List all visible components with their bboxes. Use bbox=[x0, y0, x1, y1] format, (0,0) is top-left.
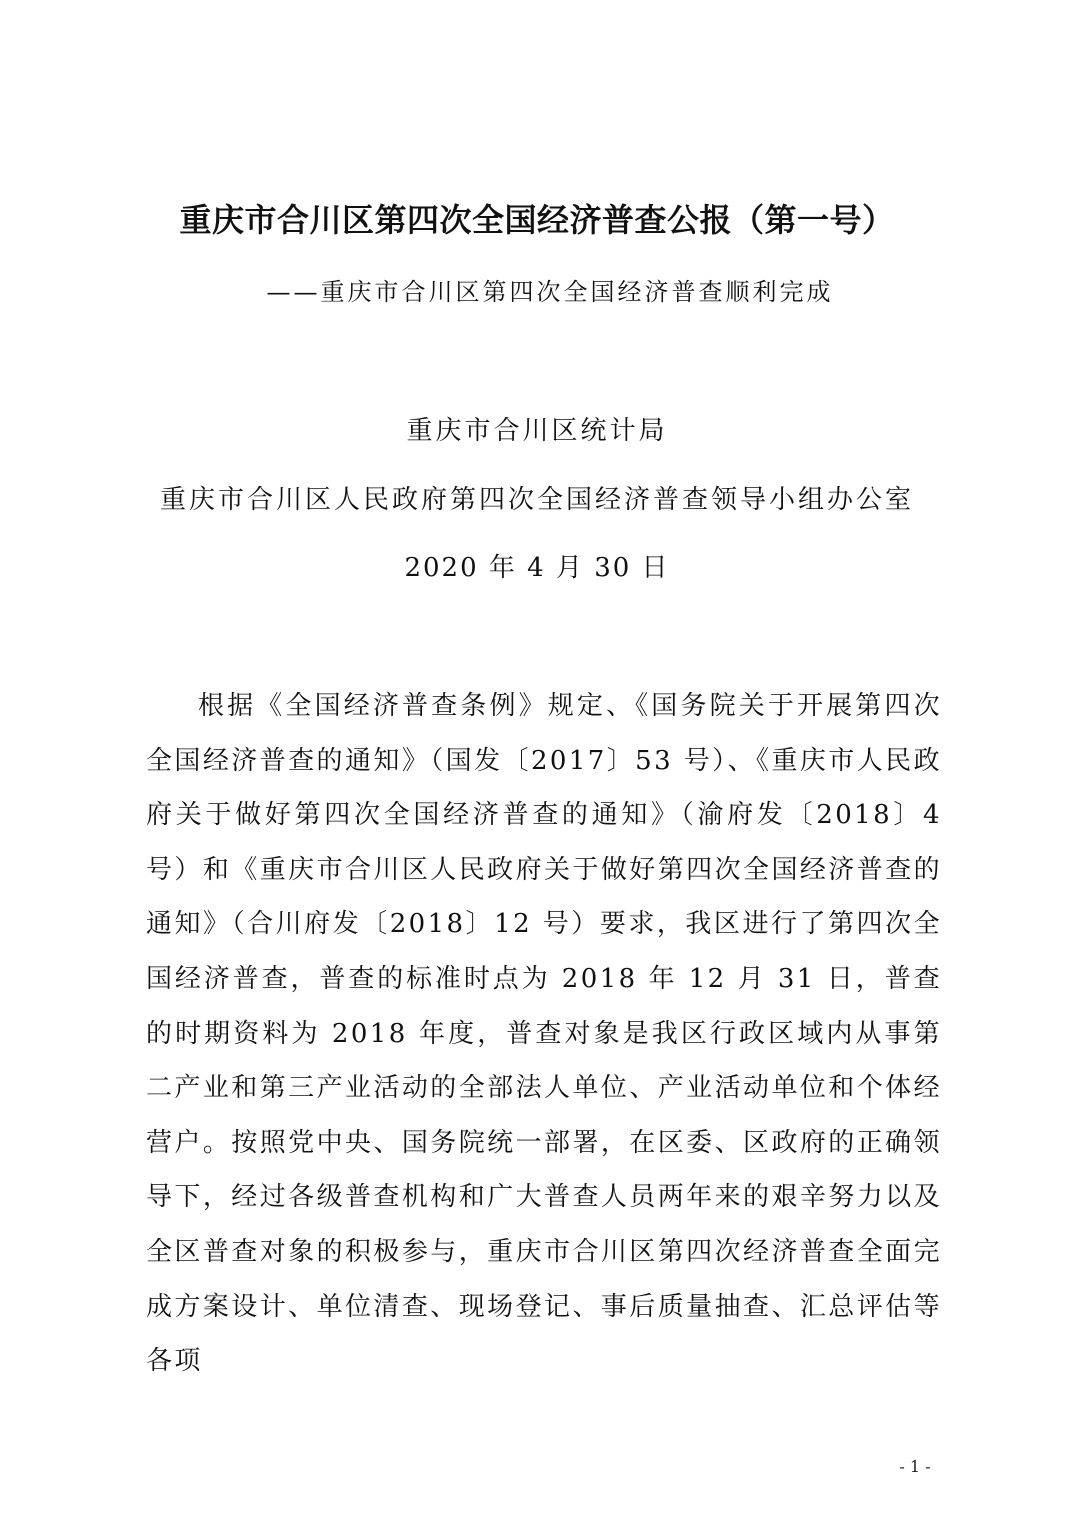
publication-date: 2020 年 4 月 30 日 bbox=[404, 553, 670, 583]
body-paragraph: 根据《全国经济普查条例》规定、《国务院关于开展第四次全国经济普查的通知》（国发〔2017〕53 号）、《重庆市人民政府关于做好第四次全国经济普查的通知》（渝府发〔2018〕4 号）和《重庆市合川区人民政府关于做好第四次全国经济普查的通知》（合川府发〔2018〕12 号）要求，我区进行了第四次全国经济普查，普查的标准时点为 2018 年 12 月 31 日，普查的时期资料为 2018 年度，普查对象是我区行政区域内从事第二产业和第三产业活动的全部法人单位、产业活动单位和个体经营户。按照党中央、国务院统一部署，在区委、区政府的正确领导下，经过各级普查机构和广大普查人员两年来的艰辛努力以及全区普查对象的积极参与，重庆市合川区第四次经济普查全面完成方案设计、单位清查、现场登记、事后质量抽查、汇总评估等各项 bbox=[146, 691, 942, 1377]
issuer-statistics-bureau: 重庆市合川区统计局 bbox=[406, 416, 668, 446]
issuer-census-office: 重庆市合川区人民政府第四次全国经济普查领导小组办公室 bbox=[159, 485, 914, 515]
document-subtitle: ——重庆市合川区第四次全国经济普查顺利完成 bbox=[266, 278, 834, 306]
page-number: - 1 - bbox=[899, 1457, 931, 1476]
document-title: 重庆市合川区第四次全国经济普查公报（第一号） bbox=[179, 201, 895, 239]
